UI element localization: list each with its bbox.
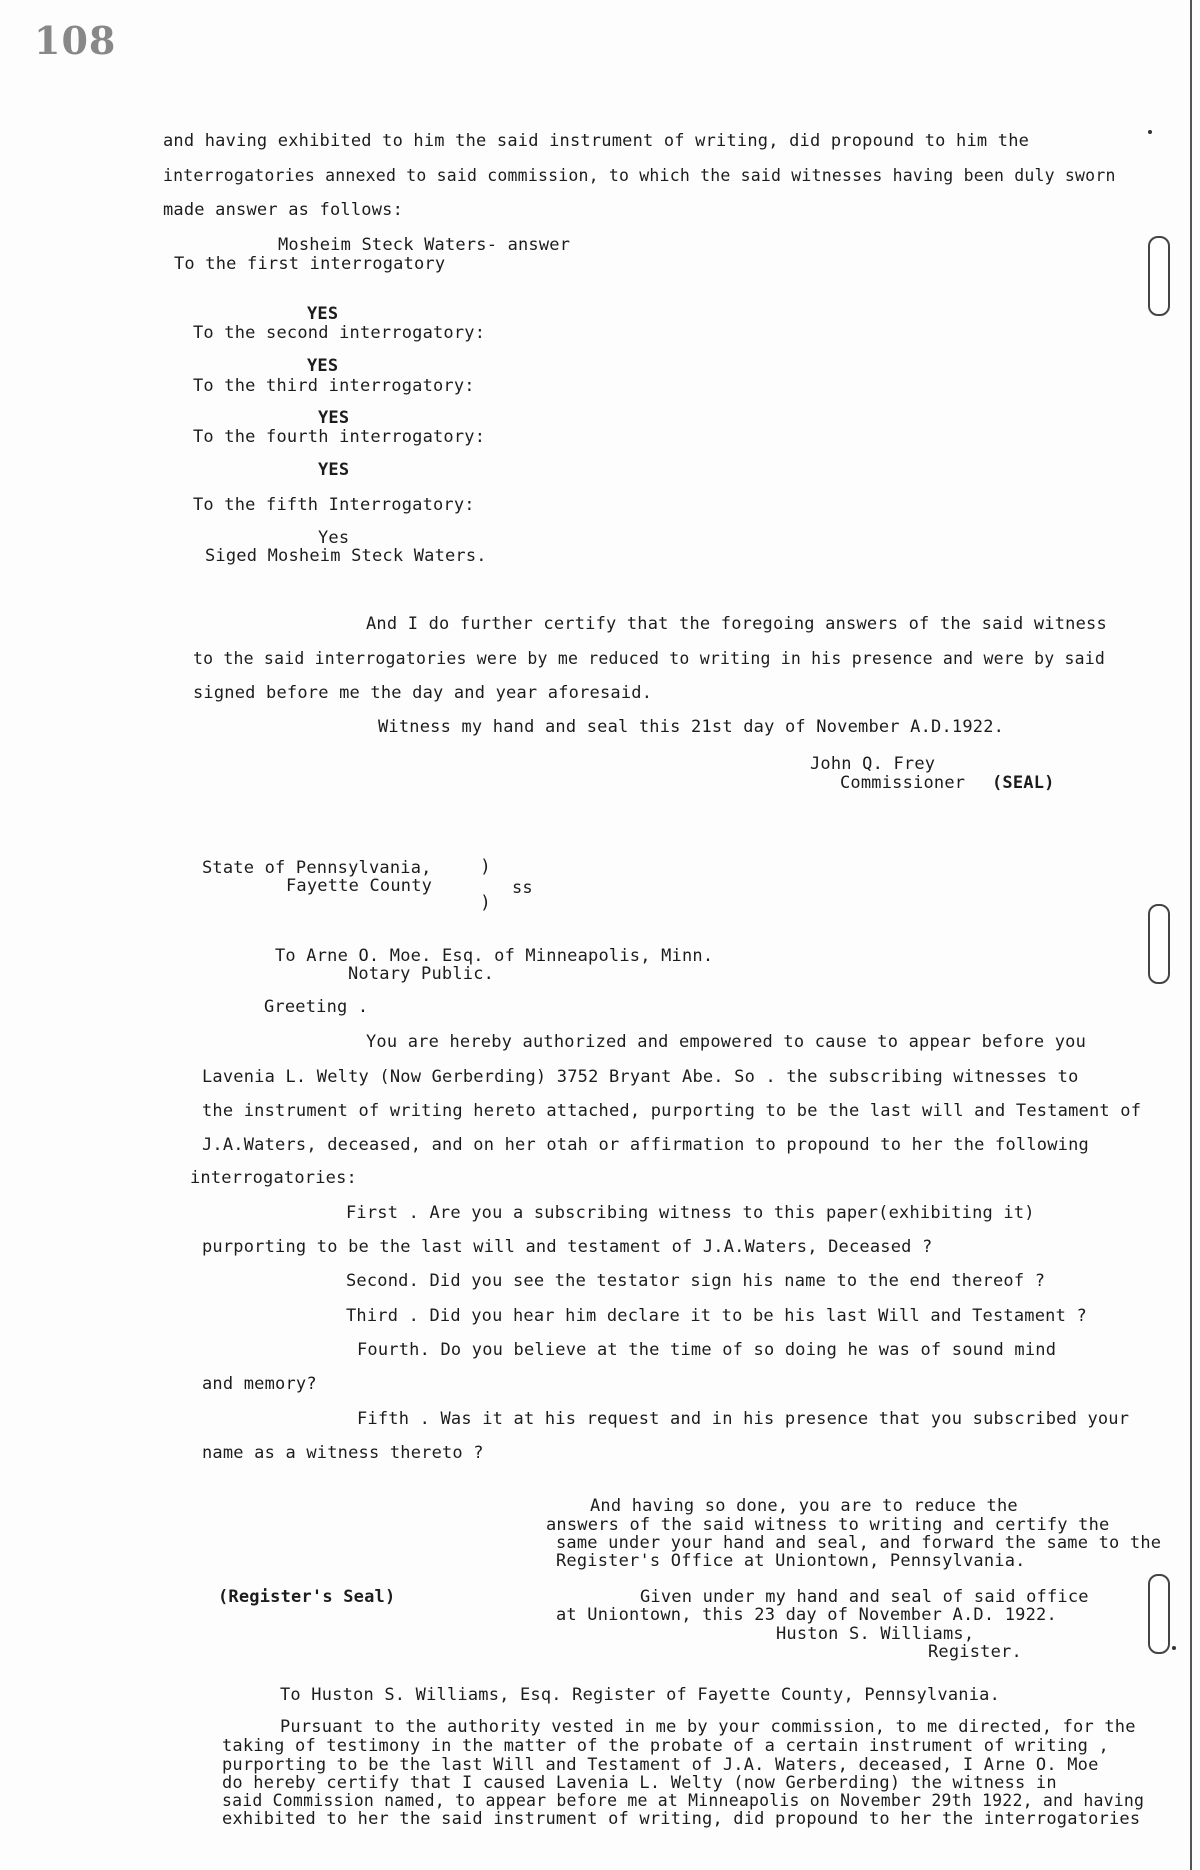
- question-first: First . Are you a subscribing witness to this paper(exhibiting it): [346, 1203, 1035, 1223]
- punch-hole-middle: [1148, 904, 1170, 984]
- text-line: the instrument of writing hereto attached, purporting to be the last will and Testament of: [202, 1101, 1142, 1121]
- witness-line: Witness my hand and seal this 21st day of November A.D.1922.: [378, 717, 1005, 737]
- question-fourth-cont: and memory?: [202, 1374, 317, 1394]
- ss-mark: ss: [512, 878, 533, 898]
- interrogatory-label: To the third interrogatory:: [193, 376, 475, 396]
- ink-mark: [1172, 1646, 1176, 1650]
- seal-label: (SEAL): [992, 773, 1055, 793]
- text-line: Pursuant to the authority vested in me by your commission, to me directed, for the: [280, 1717, 1136, 1737]
- text-line: And I do further certify that the foregoing answers of the said witness: [366, 614, 1107, 634]
- question-second: Second. Did you see the testator sign his name to the end thereof ?: [346, 1271, 1046, 1291]
- punch-hole-bottom: [1148, 1574, 1170, 1654]
- text-line: to the said interrogatories were by me reduced to writing in his presence and were by said: [193, 649, 1106, 668]
- notary-title: Notary Public.: [348, 964, 495, 984]
- text-line: signed before me the day and year aforesaid.: [193, 683, 653, 703]
- answer-value: YES: [307, 304, 339, 324]
- county-line: Fayette County: [286, 876, 433, 896]
- text-line: Register's Office at Uniontown, Pennsylvania.: [556, 1551, 1026, 1571]
- text-line: And having so done, you are to reduce the: [590, 1496, 1018, 1516]
- question-fourth: Fourth. Do you believe at the time of so doing he was of sound mind: [357, 1340, 1057, 1360]
- text-line: same under your hand and seal, and forward the same to the: [556, 1533, 1162, 1553]
- bracket: ): [480, 892, 491, 913]
- text-line: do hereby certify that I caused Lavenia L. Welty (now Gerberding) the witness in: [222, 1773, 1057, 1793]
- interrogatory-label: To the fifth Interrogatory:: [193, 495, 475, 515]
- state-line: State of Pennsylvania,: [202, 858, 432, 878]
- text-line: J.A.Waters, deceased, and on her otah or affirmation to propound to her the following: [202, 1135, 1089, 1155]
- punch-hole-top: [1148, 236, 1170, 316]
- interrogatory-label: To the fourth interrogatory:: [193, 427, 486, 447]
- answer-value: YES: [318, 408, 350, 428]
- commissioner-name: John Q. Frey: [810, 754, 936, 774]
- addressee-line: To Huston S. Williams, Esq. Register of Fayette County, Pennsylvania.: [280, 1685, 1001, 1705]
- register-title: Register.: [928, 1642, 1022, 1662]
- text-line: interrogatories annexed to said commission, to which the said witnesses having been duly sworn: [163, 166, 1116, 185]
- text-line: and having exhibited to him the said instrument of writing, did propound to him the: [163, 131, 1030, 151]
- text-line: said Commission named, to appear before me at Minneapolis on November 29th 1922, and having: [222, 1791, 1145, 1810]
- text-line: Lavenia L. Welty (Now Gerberding) 3752 Bryant Abe. So . the subscribing witnesses to: [202, 1067, 1079, 1087]
- answer-header: Mosheim Steck Waters- answer: [278, 235, 571, 255]
- text-line: at Uniontown, this 23 day of November A.D. 1922.: [556, 1605, 1057, 1625]
- answer-value: YES: [307, 356, 339, 376]
- commissioner-title: Commissioner: [840, 773, 966, 793]
- register-name: Huston S. Williams,: [776, 1624, 975, 1644]
- text-line: made answer as follows:: [163, 200, 404, 220]
- text-line: exhibited to her the said instrument of writing, did propound to her the interrogatories: [222, 1809, 1141, 1829]
- interrogatory-label: To the second interrogatory:: [193, 323, 486, 343]
- question-fifth-cont: name as a witness thereto ?: [202, 1443, 484, 1463]
- interrogatory-label: To the first interrogatory: [174, 254, 446, 274]
- question-fifth: Fifth . Was it at his request and in his presence that you subscribed your: [357, 1409, 1130, 1429]
- page-number: 108: [34, 18, 117, 63]
- page-edge: [1190, 0, 1192, 1870]
- text-line: taking of testimony in the matter of the probate of a certain instrument of writing ,: [222, 1736, 1109, 1756]
- addressee-line: To Arne O. Moe. Esq. of Minneapolis, Minn.: [275, 946, 714, 966]
- question-third: Third . Did you hear him declare it to be his last Will and Testament ?: [346, 1306, 1087, 1326]
- bracket: ): [480, 856, 491, 877]
- text-line: purporting to be the last Will and Testament of J.A. Waters, deceased, I Arne O. Moe: [222, 1755, 1099, 1775]
- question-first-cont: purporting to be the last will and testament of J.A.Waters, Deceased ?: [202, 1237, 933, 1257]
- signature-line: Siged Mosheim Steck Waters.: [205, 546, 487, 566]
- text-line: You are hereby authorized and empowered to cause to appear before you: [366, 1032, 1087, 1052]
- registers-seal-label: (Register's Seal): [218, 1587, 396, 1607]
- text-line: answers of the said witness to writing and certify the: [546, 1515, 1110, 1535]
- greeting: Greeting .: [264, 997, 369, 1017]
- answer-value: Yes: [318, 528, 350, 548]
- answer-value: YES: [318, 460, 350, 480]
- ink-mark: [1148, 130, 1152, 134]
- text-line: interrogatories:: [190, 1168, 357, 1188]
- text-line: Given under my hand and seal of said office: [640, 1587, 1089, 1607]
